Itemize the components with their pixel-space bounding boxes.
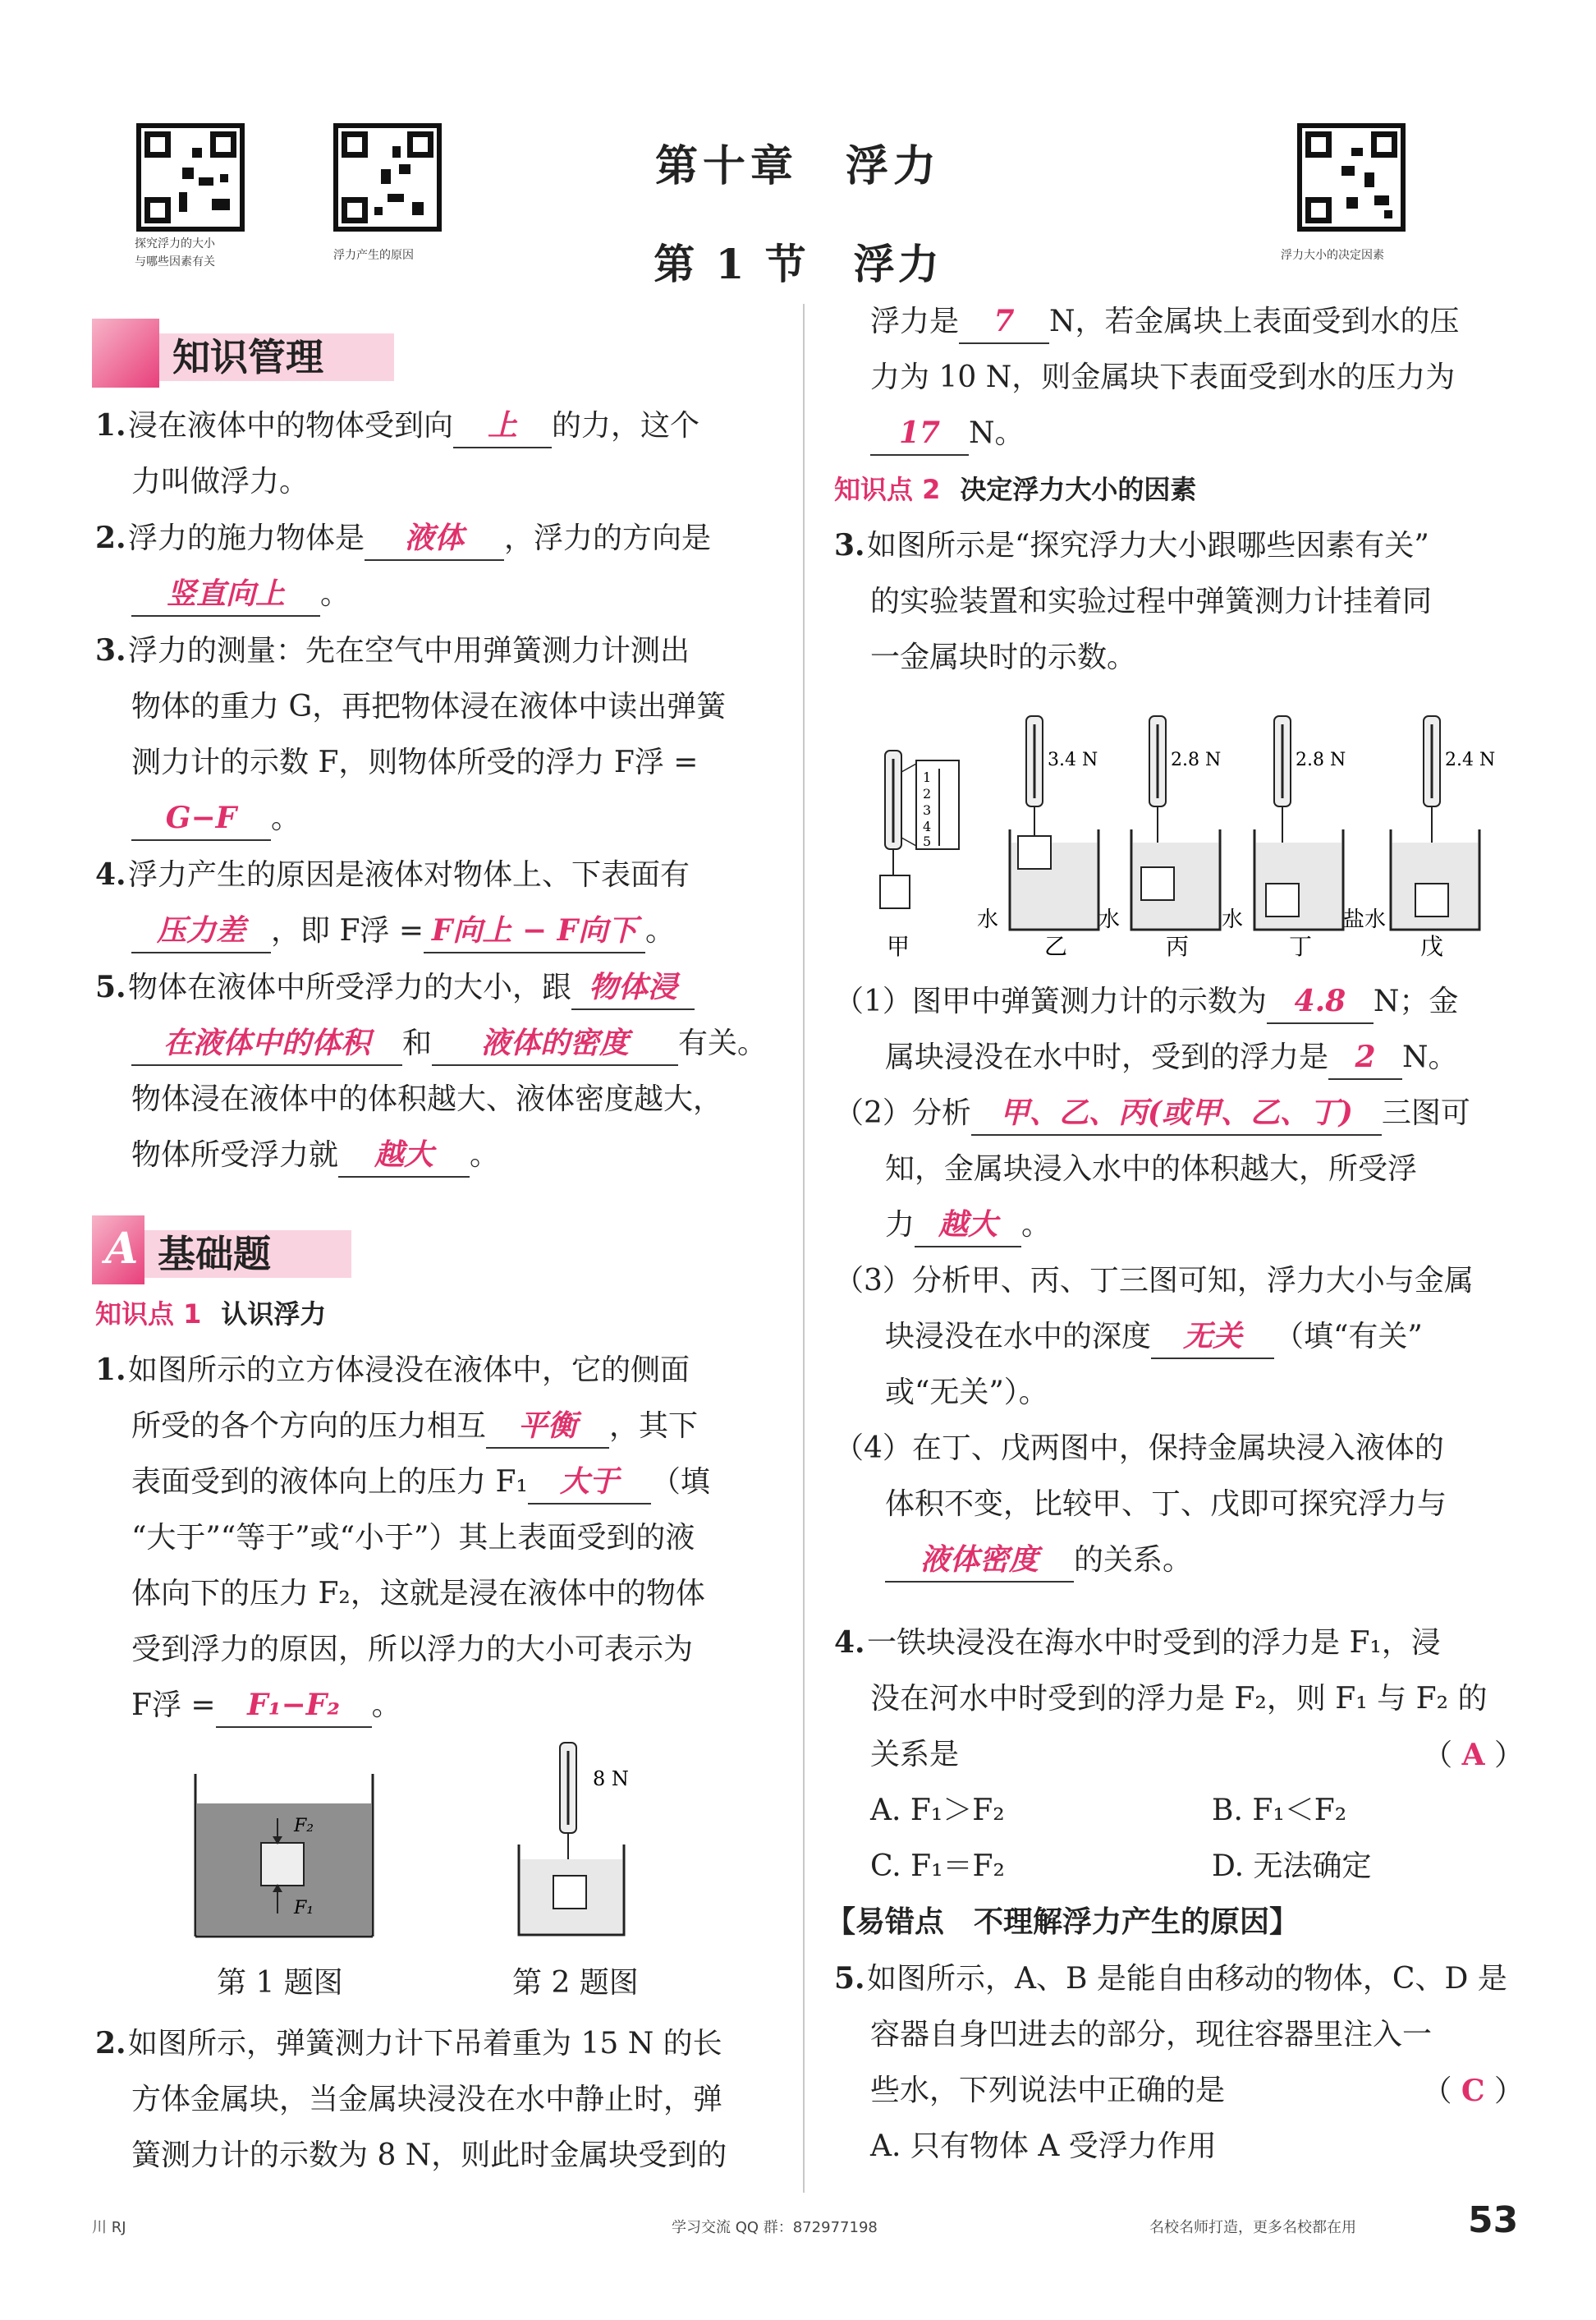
- knowledge-section: [95, 397, 777, 1183]
- question-3-subparts: （1）图甲中弹簧测力计的示数为 4.8 N；金 属块浸没在水中时，受到的浮力是 2 N。 （2）分析 甲、乙、丙(或甲、乙、丁) 三图可 知，金属块浸入水中的体积越大，所受浮 力 越大 。 （3）分析甲、丙、丁三图可知，浮力大小与金属 块浸没在水中的深度 无关 （填“有关” 或“无关”）。 （4）在丁、戊两图中，保持金属块浸入液体的 体积不变，比较甲、丁、戊即可探究浮力与 液体密度 的关系。: [834, 974, 1524, 1588]
- setup-label: 丙: [1166, 933, 1190, 960]
- kp-label: 知识点 2: [834, 474, 941, 505]
- question-4: 4.一铁块浸没在海水中时受到的浮力是 F₁，浸 没在河水中时受到的浮力是 F₂，则 F₁ 与 F₂ 的 关系是 （ A ） A. F₁＞F₂ B. F₁＜F₂ C. F₁＝F₂ D. 无法确定 【易错点 不理解浮力产生的原因】 5.如图所示，A、B 是能自由移动的物体，C、D 是 容器自身凹进去的部分，现往容器里注入一 些水，下列说法中正确的是 （ C ） A. 只有物体 A 受浮力作用: [834, 1615, 1524, 2175]
- figure-caption: 第 1 题图: [217, 1966, 343, 2000]
- beaker-ding: [1222, 716, 1346, 960]
- scale-number: 2: [923, 786, 932, 802]
- option: B. F₁＜F₂: [1212, 1794, 1347, 1827]
- beaker-wu: [1343, 716, 1495, 960]
- liquid-label: 盐水: [1343, 907, 1387, 932]
- reading-label: 2.8 N: [1171, 750, 1222, 770]
- figure-2-container: [517, 1738, 640, 1943]
- figure-3-container: [878, 714, 1519, 961]
- qr-caption: 浮力大小的决定因素: [1281, 249, 1384, 262]
- scale-number: 3: [923, 802, 932, 818]
- figure-caption: 第 2 题图: [512, 1966, 639, 2000]
- footer-left: 川 RJ: [92, 2219, 126, 2236]
- column-divider: [803, 304, 805, 2193]
- right-column-top: 浮力是 7 N，若金属块上表面受到水的压 力为 10 N，则金属块下表面受到水的压力为 17 N。 知识点 2 决定浮力大小的因素 3.如图所示是“探究浮力大小跟哪些因素有关” 的实验装置和实验过程中弹簧测力计挂着同 一金属块时的示数。: [834, 294, 1524, 686]
- footer-right: 名校名师打造，更多名校都在用: [1149, 2219, 1356, 2236]
- mistake-heading: 【易错点 不理解浮力产生的原因】: [826, 1905, 1300, 1939]
- force-label: F₂: [294, 1816, 314, 1836]
- scale-number: 1: [923, 770, 932, 785]
- liquid-label: 水: [977, 907, 999, 932]
- kp-title: 认识浮力: [221, 1298, 327, 1330]
- basic-section-left: [95, 1286, 777, 1734]
- reading-label: 2.8 N: [1296, 750, 1346, 770]
- question: 4.浮力产生的原因是液体对物体上、下表面有 压力差 ，即 F浮 = F向上 − F向下 。: [95, 847, 777, 959]
- answer-choice: C: [1461, 2074, 1485, 2108]
- basic-banner: A 基础题: [92, 1215, 379, 1284]
- qr-caption: 浮力产生的原因: [333, 249, 414, 262]
- footer-middle: 学习交流 QQ 群：872977198: [672, 2219, 878, 2236]
- option: D. 无法确定: [1212, 1849, 1372, 1883]
- kp-title: 决定浮力大小的因素: [960, 474, 1197, 505]
- answer-choice: A: [1461, 1738, 1485, 1772]
- beaker-bing: [1098, 716, 1221, 960]
- setup-label: 戊: [1420, 933, 1444, 960]
- question: 3.浮力的测量：先在空气中用弹簧测力计测出 物体的重力 G，再把物体浸在液体中读出弹簧 测力计的示数 F，则物体所受的浮力 F浮 = G−F 。: [95, 622, 777, 847]
- setup-label: 丁: [1289, 933, 1313, 960]
- reading-label: 2.4 N: [1445, 750, 1496, 770]
- setup-label: 甲: [887, 933, 910, 960]
- question-2-left: 2.如图所示，弹簧测力计下吊着重为 15 N 的长 方体金属块，当金属块浸没在水中静止时，弹 簧测力计的示数为 8 N，则此时金属块受到的: [95, 2026, 727, 2172]
- beaker-yi: [977, 716, 1098, 960]
- scale-number: 4: [923, 819, 932, 834]
- reading-label: 3.4 N: [1048, 750, 1098, 770]
- question: 5.物体在液体中所受浮力的大小，跟 物体浸 在液体中的体积 和 液体的密度 有关。 物体浸在液体中的体积越大、液体密度越大， 物体所受浮力就 越大 。: [95, 959, 777, 1183]
- kp-label: 知识点 1: [95, 1298, 202, 1330]
- setup-label: 乙: [1044, 933, 1068, 960]
- scale-number: 5: [923, 834, 932, 849]
- reading-label: 8 N: [593, 1767, 629, 1790]
- option: C. F₁＝F₂: [870, 1849, 1005, 1883]
- option: A. F₁＞F₂: [870, 1794, 1005, 1827]
- section-title: 第 1 节 浮力: [654, 240, 942, 288]
- question: 1.浸在液体中的物体受到向 上 的力，这个 力叫做浮力。: [95, 397, 777, 510]
- force-label: F₁: [294, 1898, 314, 1918]
- question: 3.如图所示是“探究浮力大小跟哪些因素有关” 的实验装置和实验过程中弹簧测力计挂着同 一金属块时的示数。: [834, 528, 1433, 674]
- figure-1-container: [194, 1774, 374, 1938]
- knowledge-banner: 知识管理: [92, 319, 404, 388]
- question: 1.如图所示的立方体浸没在液体中，它的侧面 所受的各个方向的压力相互 平衡 ，其下 表面受到的液体向上的压力 F₁ 大于 （填 “大于”“等于”或“小于”）其上表面受到的液 体向下的压力 F₂，这就是浸在液体中的物体 受到浮力的原因，所以浮力的大小可表示为 F浮 = F₁−F₂ 。: [95, 1342, 777, 1734]
- option: A. 只有物体 A 受浮力作用: [870, 2129, 1217, 2163]
- qr-caption: 探究浮力的大小 与哪些因素有关: [135, 237, 215, 269]
- chapter-title: 第十章 浮力: [654, 142, 941, 191]
- liquid-label: 水: [1098, 907, 1121, 932]
- page-number: 53: [1468, 2199, 1519, 2241]
- liquid-label: 水: [1222, 907, 1244, 932]
- question: 2.浮力的施力物体是 液体 ，浮力的方向是 竖直向上 。: [95, 510, 777, 622]
